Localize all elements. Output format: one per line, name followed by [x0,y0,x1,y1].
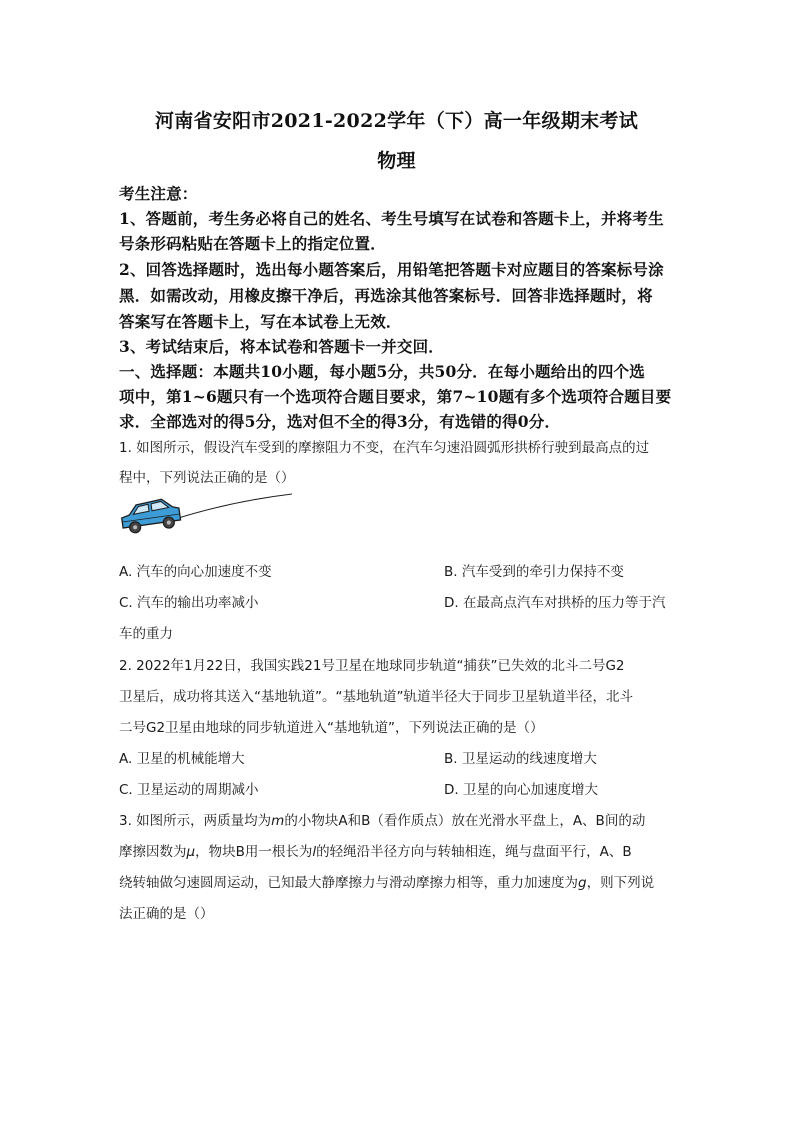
question-1-stem: 程中，下列说法正确的是（） [119,470,295,486]
q2-option-a: A. 卫星的机械能增大 [119,751,245,767]
q2-option-c: C. 卫星运动的周期减小 [119,782,259,798]
notice-line: 3、考试结束后，将本试卷和答题卡一并交回． [119,337,444,356]
q2-option-b: B. 卫星运动的线速度增大 [444,751,597,767]
car-on-bridge-figure [116,490,296,540]
q1-option-c: C. 汽车的输出功率减小 [119,595,259,611]
notice-heading: 考生注意： [119,184,198,203]
notice-line: 黑．如需改动，用橡皮擦干净后，再选涂其他答案标号．回答非选择题时，将 [119,286,653,305]
q3-var-g: g [578,875,587,891]
question-3-stem: 法正确的是（） [119,906,214,922]
section-instruction: 求．全部选对的得5分，选对但不全的得3分，有选错的得0分． [119,412,561,431]
q1-option-d-continued: 车的重力 [119,626,173,642]
q3-var-mu: μ [186,844,196,860]
question-3-stem [119,871,654,891]
question-2-stem: 卫星后，成功将其送入“基地轨道”。“基地轨道”轨道半径大于同步卫星轨道半径，北斗 [119,689,633,705]
q3-text: 绕转轴做匀速圆周运动，已知最大静摩擦力与滑动摩擦力相等，重力加速度为 [119,875,578,891]
q3-text: 摩擦因数为 [119,844,187,860]
q3-text: 的小物块A和B（看作质点）放在光滑水平盘上，A、B间的动 [284,813,646,829]
q1-option-b: B. 汽车受到的牵引力保持不变 [444,564,624,580]
q3-var-l: l [312,844,317,860]
question-1-stem: 1. 如图所示，假设汽车受到的摩擦阻力不变，在汽车匀速沿圆弧形拱桥行驶到最高点的过 [119,440,650,456]
notice-line: 答案写在答题卡上，写在本试卷上无效． [119,312,402,331]
q3-text: ，物块B用一根长为 [195,844,313,860]
question-2-stem: 二号G2卫星由地球的同步轨道进入“基地轨道”，下列说法正确的是（） [119,720,544,736]
notice-line: 1、答题前，考生务必将自己的姓名、考生号填写在试卷和答题卡上，并将考生 [119,209,664,228]
q1-option-a: A. 汽车的向心加速度不变 [119,564,272,580]
section-instruction: 一、选择题：本题共10小题，每小题5分，共50分．在每小题给出的四个选 [119,362,645,381]
q1-option-d: D. 在最高点汽车对拱桥的压力等于汽 [444,595,666,611]
question-3-stem [119,809,645,829]
q3-text: 3. 如图所示，两质量均为 [119,813,272,829]
q3-var-m: m [271,813,285,829]
car-icon [120,497,182,534]
section-instruction: 项中，第1~6题只有一个选项符合题目要求，第7~10题有多个选项符合题目要 [119,387,672,406]
q2-option-d: D. 卫星的向心加速度增大 [444,782,598,798]
notice-line: 2、回答选择题时，选出每小题答案后，用铅笔把答题卡对应题目的答案标号涂 [119,260,664,279]
notice-line: 号条形码粘贴在答题卡上的指定位置． [119,234,386,253]
subject-title: 物理 [377,150,416,172]
question-3-stem [119,840,632,860]
q3-text: ，则下列说 [586,875,655,891]
q3-text: 的轻绳沿半径方向与转轴相连，绳与盘面平行，A、B [316,844,632,860]
question-2-stem: 2. 2022年1月22日，我国实践21号卫星在地球同步轨道“捕获”已失效的北斗二号G2 [119,658,625,674]
page-title: 河南省安阳市2021-2022学年（下）高一年级期末考试 [154,110,639,132]
arch-bridge-curve [166,494,292,522]
